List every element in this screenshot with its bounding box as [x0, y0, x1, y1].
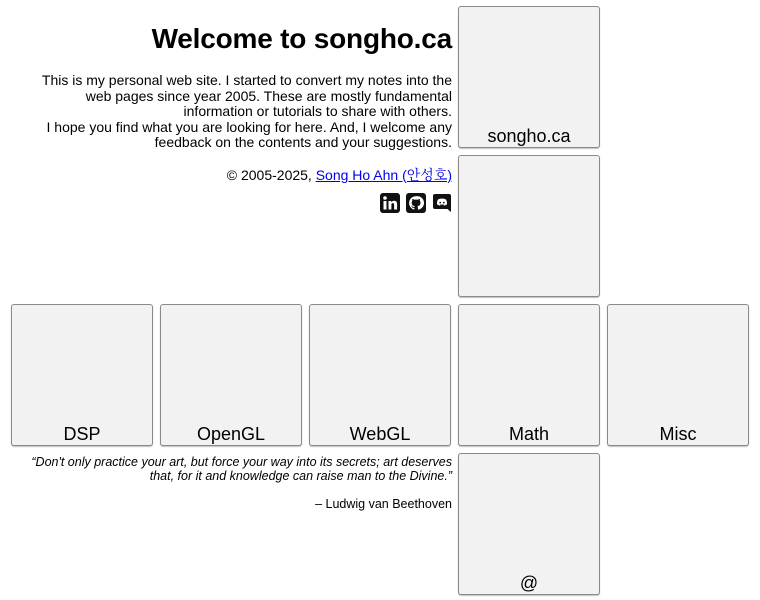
intro-paragraph-1: This is my personal web site. I started to convert my notes into the web pages since year 2005. These are mostly fundamental information or tutorials to share with others. — [41, 72, 452, 119]
tile-blank[interactable] — [458, 155, 600, 297]
tile-contact[interactable] — [458, 453, 600, 595]
tile-songho[interactable] — [458, 6, 600, 148]
quote — [20, 455, 452, 511]
tile-dsp[interactable] — [11, 304, 153, 446]
copyright — [20, 165, 452, 185]
linkedin-icon[interactable] — [380, 193, 400, 213]
tile-label: Misc — [659, 424, 697, 444]
quote-text: “Don't only practice your art, but force your way into its secrets; art deserves that, for it and knowledge can raise man to the Divine.” — [31, 455, 452, 483]
intro — [20, 20, 452, 185]
tile-label: OpenGL — [196, 424, 266, 444]
tile-label: WebGL — [349, 424, 411, 444]
intro-paragraph-2: I hope you find what you are looking for here. And, I welcome any feedback on the contents and your suggestions. — [46, 118, 452, 150]
quote-author: – Ludwig van Beethoven — [315, 497, 452, 511]
tile-label: @ — [519, 573, 539, 593]
page-title: Welcome to songho.ca — [151, 23, 452, 54]
copyright-text: © 2005-2025, — [226, 166, 316, 183]
social-links — [380, 193, 452, 213]
intro-paragraph — [20, 73, 452, 151]
tile-label: DSP — [63, 424, 101, 444]
tile-label: songho.ca — [487, 126, 571, 146]
github-icon[interactable] — [406, 193, 426, 213]
author-link[interactable]: Song Ho Ahn (안성호) — [315, 166, 452, 183]
tile-math[interactable] — [458, 304, 600, 446]
discord-icon[interactable] — [432, 193, 452, 213]
tile-opengl[interactable] — [160, 304, 302, 446]
tile-misc[interactable] — [607, 304, 749, 446]
tile-webgl[interactable] — [309, 304, 451, 446]
tile-label: Math — [508, 424, 550, 444]
